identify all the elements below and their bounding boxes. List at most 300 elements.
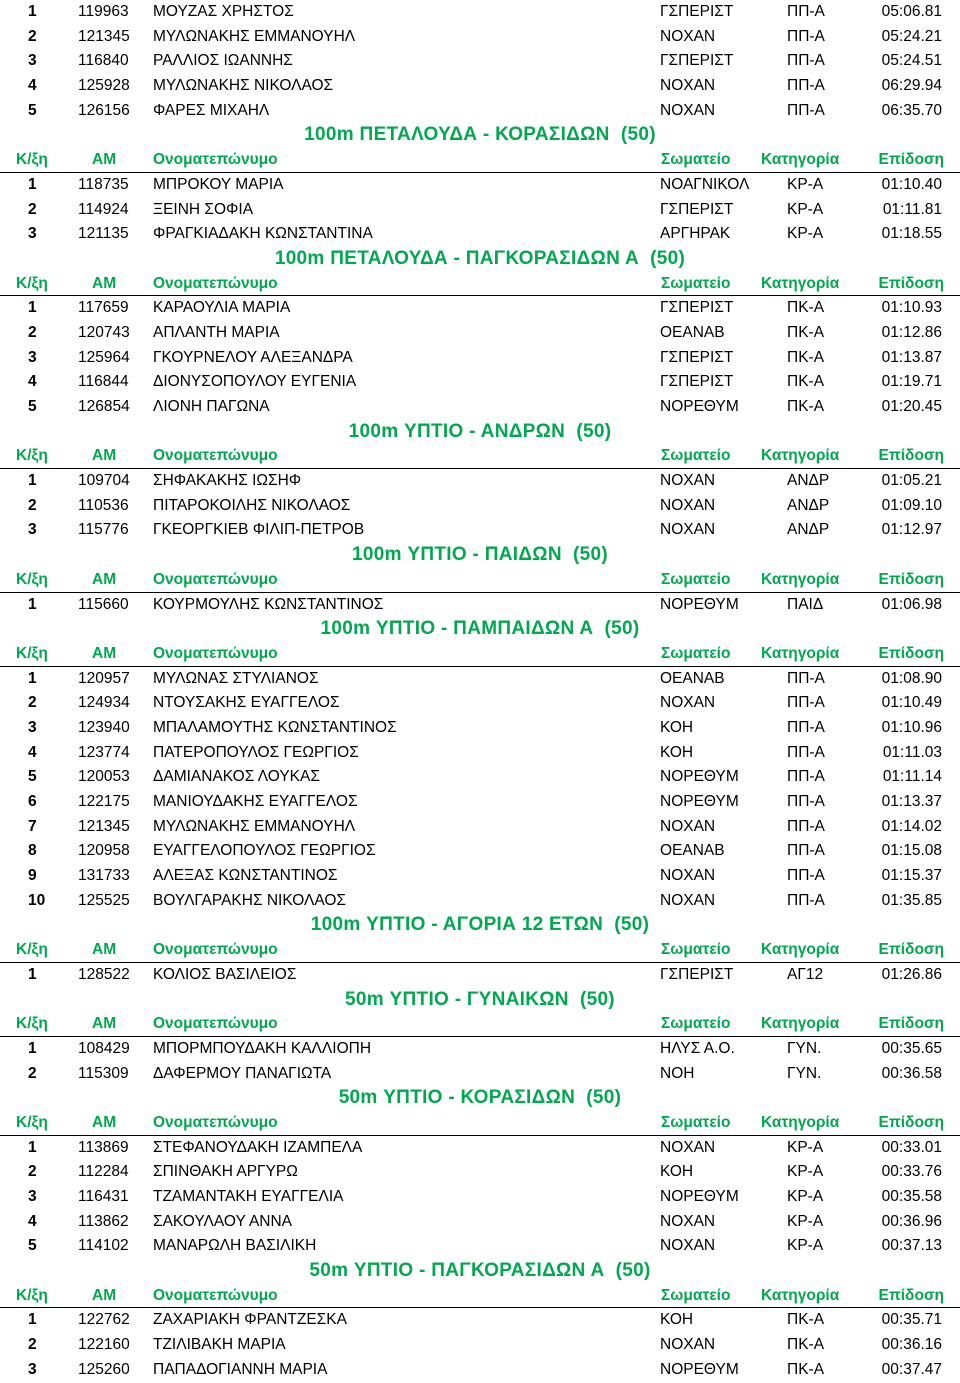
column-header-row [0,1012,960,1037]
header-category: Κατηγορία [761,941,840,959]
time-cell: 01:05.21 [881,472,942,490]
am-cell: 128522 [78,965,130,983]
time-cell: 01:12.97 [881,521,942,539]
category-cell: ΠΚ-Α [787,299,825,317]
header-rank: Κ/ξη [16,1113,48,1131]
athlete-name-cell: ΑΛΕΞΑΣ ΚΩΝΣΤΑΝΤΙΝΟΣ [153,867,338,885]
time-cell: 01:13.37 [881,793,942,810]
table-row [0,1185,960,1210]
header-am: ΑΜ [92,941,117,959]
club-cell: ΑΡΓΗΡΑΚ [660,225,731,243]
column-header-row [0,272,960,297]
athlete-name-cell: ΚΑΡΑΟΥΛΙΑ ΜΑΡΙΑ [153,299,291,317]
category-cell: ΓΥΝ. [787,1064,822,1082]
event-title: 100m ΥΠΤΙΟ - ΑΝΔΡΩΝ (50) [348,420,612,442]
category-cell: ΑΝΔΡ [787,521,830,539]
event-title: 100m ΥΠΤΙΟ - ΠΑΙΔΩΝ (50) [352,544,608,566]
club-cell: ΝΟΡΕΘΥΜ [660,793,739,810]
rank-cell: 1 [28,472,37,490]
am-cell: 122175 [78,793,130,810]
table-row [0,395,960,420]
header-time: Επίδοση [878,1113,944,1131]
time-cell: 01:12.86 [881,323,942,341]
club-cell: ΟΕΑΝΑΒ [660,842,725,860]
event-title-row [0,988,960,1013]
rank-cell: 2 [28,200,37,218]
table-row [0,518,960,543]
results-section [0,543,960,617]
rank-cell: 1 [28,669,37,687]
am-cell: 126156 [78,101,130,119]
category-cell: ΠΠ-Α [787,842,825,860]
time-cell: 05:24.51 [881,52,942,70]
table-row [0,1308,960,1333]
club-cell: ΟΕΑΝΑΒ [660,323,725,341]
rank-cell: 4 [28,373,37,391]
athlete-name-cell: ΣΗΦΑΚΑΚΗΣ ΙΩΣΗΦ [153,472,302,490]
rank-cell: 5 [28,1237,37,1255]
rank-cell: 4 [28,77,37,95]
rank-cell: 5 [28,101,37,119]
athlete-name-cell: ΔΙΟΝΥΣΟΠΟΥΛΟΥ ΕΥΓΕΝΙΑ [153,373,357,391]
header-category: Κατηγορία [761,151,840,169]
time-cell: 01:08.90 [881,669,942,687]
table-row [0,1358,960,1383]
header-am: ΑΜ [92,1286,117,1304]
header-name: Ονοματεπώνυμο [153,1015,278,1033]
category-cell: ΓΥΝ. [787,1039,822,1057]
header-am: ΑΜ [92,447,117,465]
header-club: Σωματείο [661,1113,731,1131]
club-cell: ΗΛΥΣ Α.Ο. [660,1039,735,1057]
category-cell: ΠΠ-Α [787,669,825,687]
athlete-name-cell: ΝΤΟΥΣΑΚΗΣ ΕΥΑΓΓΕΛΟΣ [153,694,340,712]
header-club: Σωματείο [661,447,731,465]
category-cell: ΠΚ-Α [787,1336,825,1354]
category-cell: ΠΚ-Α [787,373,825,391]
rank-cell: 9 [28,867,37,885]
table-row [0,49,960,74]
header-rank: Κ/ξη [16,644,48,662]
athlete-name-cell: ΦΑΡΕΣ ΜΙΧΑΗΛ [153,101,270,119]
table-row [0,1234,960,1259]
header-club: Σωματείο [661,644,731,662]
event-title-row [0,543,960,568]
club-cell: ΚΟΗ [660,743,694,761]
table-row [0,593,960,618]
club-cell: ΝΟΗ [660,1064,695,1082]
header-club: Σωματείο [661,151,731,169]
header-name: Ονοματεπώνυμο [153,151,278,169]
athlete-name-cell: ΣΑΚΟΥΛΑΟΥ ΑΝΝΑ [153,1212,293,1230]
club-cell: ΝΟΧΑΝ [660,867,716,885]
header-time: Επίδοση [878,1015,944,1033]
event-title-row [0,420,960,445]
club-cell: ΓΣΠΕΡΙΣΤ [660,348,734,366]
am-cell: 124934 [78,694,130,712]
rank-cell: 2 [28,1163,37,1181]
athlete-name-cell: ΜΥΛΩΝΑΚΗΣ ΝΙΚΟΛΑΟΣ [153,77,334,95]
rank-cell: 2 [28,1336,37,1354]
header-am: ΑΜ [92,644,117,662]
athlete-name-cell: ΣΤΕΦΑΝΟΥΔΑΚΗ ΙΖΑΜΠΕΛΑ [153,1138,363,1156]
event-title: 50m ΥΠΤΙΟ - ΓΥΝΑΙΚΩΝ (50) [345,988,615,1010]
time-cell: 00:36.96 [881,1212,942,1230]
table-row [0,74,960,99]
time-cell: 00:35.71 [881,1311,942,1329]
time-cell: 01:11.81 [882,200,942,218]
event-title: 50m ΥΠΤΙΟ - ΚΟΡΑΣΙΔΩΝ (50) [338,1087,622,1109]
table-row [0,839,960,864]
club-cell: ΝΟΧΑΝ [660,891,716,909]
header-am: ΑΜ [92,570,117,588]
table-row [0,25,960,50]
time-cell: 00:33.76 [881,1163,942,1181]
athlete-name-cell: ΜΠΑΛΑΜΟΥΤΗΣ ΚΩΝΣΤΑΝΤΙΝΟΣ [153,718,397,736]
athlete-name-cell: ΕΥΑΓΓΕΛΟΠΟΥΛΟΣ ΓΕΩΡΓΙΟΣ [153,842,376,860]
am-cell: 113862 [78,1212,129,1230]
category-cell: ΠΠ-Α [787,768,825,786]
event-title: 100m ΥΠΤΙΟ - ΑΓΟΡΙΑ 12 ΕΤΩΝ (50) [310,914,650,936]
time-cell: 00:35.65 [881,1039,942,1057]
table-row [0,494,960,519]
am-cell: 126854 [78,398,130,415]
table-row [0,296,960,321]
rank-cell: 4 [28,743,37,761]
am-cell: 109704 [78,472,130,490]
category-cell: ΚΡ-Α [787,1188,824,1205]
event-title-row [0,1086,960,1111]
athlete-name-cell: ΛΙΟΝΗ ΠΑΓΩΝΑ [153,398,270,415]
header-rank: Κ/ξη [16,447,48,465]
athlete-name-cell: ΜΠΟΡΜΠΟΥΔΑΚΗ ΚΑΛΛΙΟΠΗ [153,1039,372,1057]
rank-cell: 7 [28,817,37,835]
club-cell: ΝΟΡΕΘΥΜ [660,595,739,613]
am-cell: 114102 [78,1237,129,1255]
athlete-name-cell: ΜΟΥΖΑΣ ΧΡΗΣΤΟΣ [153,3,294,20]
category-cell: ΠΚ-Α [787,323,825,341]
column-header-row [0,568,960,593]
rank-cell: 2 [28,694,37,712]
club-cell: ΝΟΧΑΝ [660,101,716,119]
time-cell: 01:35.85 [881,891,942,909]
category-cell: ΚΡ-Α [787,1237,824,1255]
athlete-name-cell: ΔΑΜΙΑΝΑΚΟΣ ΛΟΥΚΑΣ [153,768,320,786]
event-title: 100m ΠΕΤΑΛΟΥΔΑ - ΚΟΡΑΣΙΔΩΝ (50) [304,124,656,146]
am-cell: 115660 [78,595,129,613]
category-cell: ΠΠ-Α [787,718,825,736]
athlete-name-cell: ΓΚΕΟΡΓΚΙΕΒ ΦΙΛΙΠ-ΠΕΤΡΟΒ [153,521,365,539]
am-cell: 112284 [78,1163,129,1181]
category-cell: ΠΠ-Α [787,27,825,45]
athlete-name-cell: ΦΡΑΓΚΙΑΔΑΚΗ ΚΩΝΣΤΑΝΤΙΝΑ [153,225,373,243]
rank-cell: 1 [28,1311,37,1329]
header-club: Σωματείο [661,274,731,292]
header-time: Επίδοση [878,941,944,959]
category-cell: ΠΚ-Α [787,348,825,366]
header-time: Επίδοση [878,151,944,169]
category-cell: ΑΝΔΡ [787,496,830,514]
table-row [0,346,960,371]
results-section [0,617,960,913]
am-cell: 123774 [78,743,130,761]
category-cell: ΠΠ-Α [787,743,825,761]
table-row [0,1136,960,1161]
athlete-name-cell: ΜΥΛΩΝΑΚΗΣ ΕΜΜΑΝΟΥΗΛ [153,817,356,835]
event-title-row [0,247,960,272]
athlete-name-cell: ΜΑΝΙΟΥΔΑΚΗΣ ΕΥΑΓΓΕΛΟΣ [153,793,358,810]
rank-cell: 2 [28,323,37,341]
club-cell: ΝΟΡΕΘΥΜ [660,1188,739,1205]
table-row [0,198,960,223]
athlete-name-cell: ΞΕΙΝΗ ΣΟΦΙΑ [153,200,254,218]
club-cell: ΓΣΠΕΡΙΣΤ [660,373,734,391]
rank-cell: 4 [28,1212,37,1230]
event-title: 100m ΠΕΤΑΛΟΥΔΑ - ΠΑΓΚΟΡΑΣΙΔΩΝ Α (50) [274,247,686,269]
rank-cell: 5 [28,768,37,786]
category-cell: ΠΠ-Α [787,793,825,810]
club-cell: ΝΟΧΑΝ [660,1212,716,1230]
rank-cell: 8 [28,842,37,860]
am-cell: 121345 [78,817,130,835]
header-name: Ονοματεπώνυμο [153,1113,278,1131]
category-cell: ΠΠ-Α [787,77,825,95]
time-cell: 01:10.96 [881,718,942,736]
column-header-row [0,444,960,469]
athlete-name-cell: ΣΠΙΝΘΑΚΗ ΑΡΓΥΡΩ [153,1163,298,1181]
time-cell: 01:06.98 [881,595,942,613]
event-title: 100m ΥΠΤΙΟ - ΠΑΜΠΑΙΔΩΝ Α (50) [320,618,640,640]
table-row [0,99,960,124]
time-cell: 01:10.40 [881,175,942,193]
time-cell: 01:20.45 [881,398,942,415]
category-cell: ΠΠ-Α [787,817,825,835]
category-cell: ΠΚ-Α [787,1311,825,1329]
club-cell: ΓΣΠΕΡΙΣΤ [660,200,734,218]
header-category: Κατηγορία [761,1015,840,1033]
athlete-name-cell: ΠΑΠΑΔΟΓΙΑΝΝΗ ΜΑΡΙΑ [153,1360,328,1378]
athlete-name-cell: ΜΑΝΑΡΩΛΗ ΒΑΣΙΛΙΚΗ [153,1237,317,1255]
table-row [0,889,960,914]
table-row [0,1037,960,1062]
rank-cell: 1 [28,299,37,317]
header-time: Επίδοση [878,570,944,588]
header-rank: Κ/ξη [16,1015,48,1033]
table-row [0,1062,960,1087]
category-cell: ΠΠ-Α [787,3,825,20]
am-cell: 118735 [78,175,129,193]
header-time: Επίδοση [878,644,944,662]
am-cell: 125964 [78,348,130,366]
athlete-name-cell: ΡΑΛΛΙΟΣ ΙΩΑΝΝΗΣ [153,52,293,70]
category-cell: ΠΠ-Α [787,891,825,909]
club-cell: ΚΟΗ [660,1163,694,1181]
am-cell: 120957 [78,669,130,687]
time-cell: 00:37.13 [881,1237,942,1255]
category-cell: ΚΡ-Α [787,225,824,243]
rank-cell: 3 [28,52,37,70]
category-cell: ΠΠ-Α [787,694,825,712]
column-header-row [0,1284,960,1309]
rank-cell: 10 [28,891,46,909]
header-am: ΑΜ [92,1113,117,1131]
category-cell: ΑΓ12 [787,965,824,983]
time-cell: 01:15.37 [881,867,942,885]
time-cell: 06:29.94 [881,77,942,95]
club-cell: ΝΟΑΓΝΙΚΟΛ [660,175,750,193]
header-am: ΑΜ [92,151,117,169]
time-cell: 00:37.47 [881,1360,942,1378]
club-cell: ΝΟΧΑΝ [660,1336,716,1354]
am-cell: 121345 [78,27,130,45]
rank-cell: 2 [28,496,37,514]
table-row [0,963,960,988]
column-header-row [0,938,960,963]
results-section [0,913,960,987]
category-cell: ΑΝΔΡ [787,472,830,490]
club-cell: ΝΟΧΑΝ [660,27,716,45]
am-cell: 115776 [78,521,129,539]
athlete-name-cell: ΠΙΤΑΡΟΚΟΙΛΗΣ ΝΙΚΟΛΑΟΣ [153,496,351,514]
header-name: Ονοματεπώνυμο [153,644,278,662]
club-cell: ΓΣΠΕΡΙΣΤ [660,52,734,70]
athlete-name-cell: ΑΠΛΑΝΤΗ ΜΑΡΙΑ [153,323,280,341]
am-cell: 117659 [78,299,129,317]
am-cell: 120958 [78,842,130,860]
club-cell: ΝΟΧΑΝ [660,694,716,712]
table-row [0,716,960,741]
club-cell: ΝΟΧΑΝ [660,817,716,835]
header-category: Κατηγορία [761,1113,840,1131]
header-category: Κατηγορία [761,447,840,465]
header-name: Ονοματεπώνυμο [153,570,278,588]
header-club: Σωματείο [661,1286,731,1304]
table-row [0,1333,960,1358]
results-section [0,1086,960,1259]
time-cell: 00:33.01 [881,1138,942,1156]
rank-cell: 3 [28,521,37,539]
table-row [0,667,960,692]
club-cell: ΝΟΧΑΝ [660,521,716,539]
club-cell: ΓΣΠΕΡΙΣΤ [660,965,734,983]
rank-cell: 1 [28,175,37,193]
results-section [0,0,960,123]
am-cell: 131733 [78,867,130,885]
header-time: Επίδοση [878,1286,944,1304]
athlete-name-cell: ΤΖΙΛΙΒΑΚΗ ΜΑΡΙΑ [153,1336,286,1354]
club-cell: ΝΟΡΕΘΥΜ [660,768,739,786]
time-cell: 00:36.16 [881,1336,942,1354]
time-cell: 01:10.49 [881,694,942,712]
rank-cell: 3 [28,225,37,243]
header-rank: Κ/ξη [16,941,48,959]
header-club: Σωματείο [661,941,731,959]
table-row [0,370,960,395]
club-cell: ΝΟΧΑΝ [660,77,716,95]
results-section [0,247,960,420]
category-cell: ΠΠ-Α [787,52,825,70]
am-cell: 114924 [78,200,129,218]
time-cell: 06:35.70 [881,101,942,119]
header-name: Ονοματεπώνυμο [153,941,278,959]
category-cell: ΚΡ-Α [787,175,824,193]
athlete-name-cell: ΜΥΛΩΝΑΚΗΣ ΕΜΜΑΝΟΥΗΛ [153,27,356,45]
rank-cell: 3 [28,1360,37,1378]
header-time: Επίδοση [878,447,944,465]
rank-cell: 1 [28,3,37,20]
club-cell: ΓΣΠΕΡΙΣΤ [660,3,734,20]
athlete-name-cell: ΜΥΛΩΝΑΣ ΣΤΥΛΙΑΝΟΣ [153,669,319,687]
time-cell: 01:11.14 [882,768,942,786]
time-cell: 01:26.86 [881,965,942,983]
time-cell: 00:35.58 [881,1188,942,1205]
results-section [0,123,960,246]
club-cell: ΝΟΡΕΘΥΜ [660,1360,739,1378]
rank-cell: 3 [28,348,37,366]
time-cell: 05:06.81 [881,3,942,20]
time-cell: 01:19.71 [881,373,942,391]
rank-cell: 1 [28,1138,37,1156]
athlete-name-cell: ΔΑΦΕΡΜΟΥ ΠΑΝΑΓΙΩΤΑ [153,1064,332,1082]
results-section [0,420,960,543]
am-cell: 110536 [78,496,129,514]
athlete-name-cell: ΤΖΑΜΑΝΤΑΚΗ ΕΥΑΓΓΕΛΙΑ [153,1188,344,1205]
header-category: Κατηγορία [761,1286,840,1304]
category-cell: ΠΠ-Α [787,101,825,119]
rank-cell: 1 [28,595,37,613]
club-cell: ΚΟΗ [660,1311,694,1329]
column-header-row [0,642,960,667]
header-am: ΑΜ [92,1015,117,1033]
athlete-name-cell: ΠΑΤΕΡΟΠΟΥΛΟΣ ΓΕΩΡΓΙΟΣ [153,743,359,761]
time-cell: 01:18.55 [881,225,942,243]
rank-cell: 5 [28,398,37,415]
header-category: Κατηγορία [761,274,840,292]
category-cell: ΚΡ-Α [787,1138,824,1156]
athlete-name-cell: ΜΠΡΟΚΟΥ ΜΑΡΙΑ [153,175,284,193]
table-row [0,765,960,790]
am-cell: 115309 [78,1064,129,1082]
table-row [0,0,960,25]
club-cell: ΝΟΡΕΘΥΜ [660,398,739,415]
am-cell: 108429 [78,1039,130,1057]
table-row [0,1210,960,1235]
athlete-name-cell: ΖΑΧΑΡΙΑΚΗ ΦΡΑΝΤΖΕΣΚΑ [153,1311,347,1329]
club-cell: ΝΟΧΑΝ [660,472,716,490]
time-cell: 01:14.02 [881,817,942,835]
header-rank: Κ/ξη [16,1286,48,1304]
club-cell: ΚΟΗ [660,718,694,736]
header-time: Επίδοση [878,274,944,292]
rank-cell: 1 [28,1039,37,1057]
athlete-name-cell: ΓΚΟΥΡΝΕΛΟΥ ΑΛΕΞΑΝΔΡΑ [153,348,353,366]
results-section [0,1259,960,1382]
time-cell: 05:24.21 [881,27,942,45]
header-name: Ονοματεπώνυμο [153,1286,278,1304]
time-cell: 01:09.10 [881,496,942,514]
header-rank: Κ/ξη [16,570,48,588]
header-am: ΑΜ [92,274,117,292]
event-title-row [0,123,960,148]
event-title-row [0,1259,960,1284]
time-cell: 01:10.93 [881,299,942,317]
club-cell: ΓΣΠΕΡΙΣΤ [660,299,734,317]
am-cell: 123940 [78,718,130,736]
table-row [0,741,960,766]
header-club: Σωματείο [661,570,731,588]
am-cell: 122762 [78,1311,130,1329]
category-cell: ΠΑΙΔ [787,595,824,613]
